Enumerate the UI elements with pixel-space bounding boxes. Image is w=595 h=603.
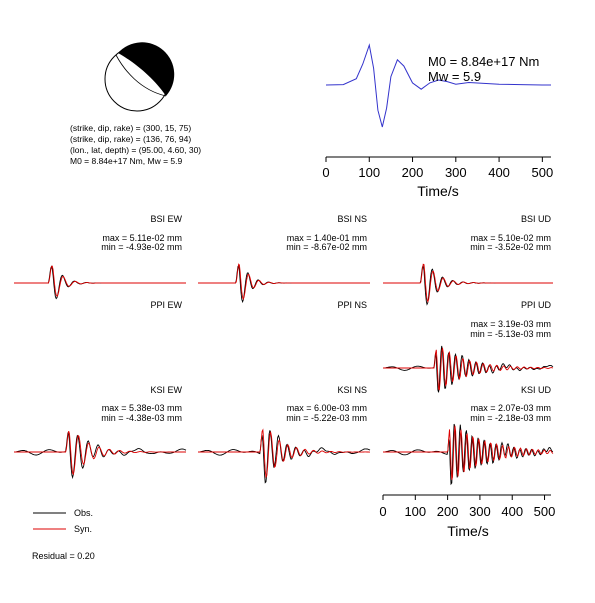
mechanism-line-4: M0 = 8.84e+17 Nm, Mw = 5.9 (70, 156, 183, 166)
syn-trace-ksi-ns (198, 430, 370, 477)
lower-tick-label-300: 300 (469, 504, 491, 519)
panel-min-ksi-ew: min = -4.38e-03 mm (101, 413, 182, 423)
stf-tick-label-500: 500 (531, 165, 554, 180)
stf-tick-label-0: 0 (322, 165, 330, 180)
lower-tick-label-500: 500 (533, 504, 556, 519)
lower-x-ticks (379, 495, 555, 519)
panel-max-bsi-ud: max = 5.10e-02 mm (470, 233, 551, 243)
mechanism-line-2: (strike, dip, rake) = (136, 76, 94) (70, 134, 192, 144)
obs-trace-bsi-ns (198, 266, 370, 302)
legend-obs-label: Obs. (74, 508, 94, 518)
panel-min-bsi-ns: min = -8.67e-02 mm (286, 242, 367, 252)
syn-trace-ppi-ud (383, 348, 553, 390)
panel-min-bsi-ud: min = -3.52e-02 mm (470, 242, 551, 252)
panel-max-ksi-ud: max = 2.07e-03 mm (470, 403, 551, 413)
obs-trace-bsi-ud (383, 266, 553, 305)
panel-title-bsi-ew: BSI EW (150, 214, 182, 224)
syn-trace-bsi-ud (383, 264, 553, 301)
panel-title-ppi-ns: PPI NS (337, 300, 367, 310)
lower-tick-label-0: 0 (379, 504, 387, 519)
panel-title-bsi-ns: BSI NS (337, 214, 367, 224)
panel-min-ksi-ud: min = -2.18e-03 mm (470, 413, 551, 423)
obs-trace-ksi-ns (198, 430, 370, 482)
panel-title-ppi-ud: PPI UD (520, 300, 551, 310)
panel-min-bsi-ew: min = -4.93e-02 mm (101, 242, 182, 252)
lower-tick-label-100: 100 (404, 504, 427, 519)
panel-min-ksi-ns: min = -5.22e-03 mm (286, 413, 367, 423)
stf-tick-label-300: 300 (444, 165, 467, 180)
lower-x-label: Time/s (447, 523, 489, 539)
panel-min-ppi-ud: min = -5.13e-03 mm (470, 329, 551, 339)
panel-max-ksi-ns: max = 6.00e-03 mm (286, 403, 367, 413)
residual-label: Residual = 0.20 (32, 551, 95, 561)
syn-trace-bsi-ew (14, 266, 186, 296)
lower-axis (379, 495, 555, 539)
stf-plot (322, 45, 553, 199)
obs-trace-ksi-ew (14, 433, 186, 477)
mechanism-line-3: (lon., lat, depth) = (95.00, 4.60, 30) (70, 145, 202, 155)
panel-title-ppi-ew: PPI EW (150, 300, 182, 310)
syn-trace-bsi-ns (198, 264, 370, 299)
legend (33, 508, 93, 534)
panel-title-bsi-ud: BSI UD (520, 214, 551, 224)
beachball (105, 42, 174, 111)
mechanism-line-1: (strike, dip, rake) = (300, 15, 75) (70, 123, 192, 133)
stf-tick-label-100: 100 (358, 165, 381, 180)
mechanism-text (70, 123, 201, 166)
stf-x-ticks (322, 157, 553, 180)
obs-trace-ksi-ud (383, 424, 553, 484)
panel-title-ksi-ud: KSI UD (520, 385, 551, 395)
syn-trace-ksi-ew (14, 431, 186, 474)
stf-tick-label-400: 400 (488, 165, 510, 180)
panel-max-bsi-ns: max = 1.40e-01 mm (286, 233, 367, 243)
stf-x-label: Time/s (417, 183, 459, 199)
lower-tick-label-200: 200 (436, 504, 459, 519)
panel-max-bsi-ew: max = 5.11e-02 mm (102, 233, 182, 243)
legend-syn-label: Syn. (74, 524, 93, 534)
stf-tick-label-200: 200 (401, 165, 424, 180)
stf-m0-label: M0 = 8.84e+17 Nm (428, 54, 540, 69)
lower-tick-label-400: 400 (501, 504, 524, 519)
panel-title-ksi-ns: KSI NS (337, 385, 367, 395)
panel-max-ksi-ew: max = 5.38e-03 mm (101, 403, 182, 413)
panel-title-ksi-ew: KSI EW (150, 385, 182, 395)
panel-max-ppi-ud: max = 3.19e-03 mm (470, 319, 551, 329)
waveform-traces (14, 264, 553, 484)
stf-mw-label: Mw = 5.9 (428, 69, 482, 84)
waveform-panels (101, 214, 551, 423)
